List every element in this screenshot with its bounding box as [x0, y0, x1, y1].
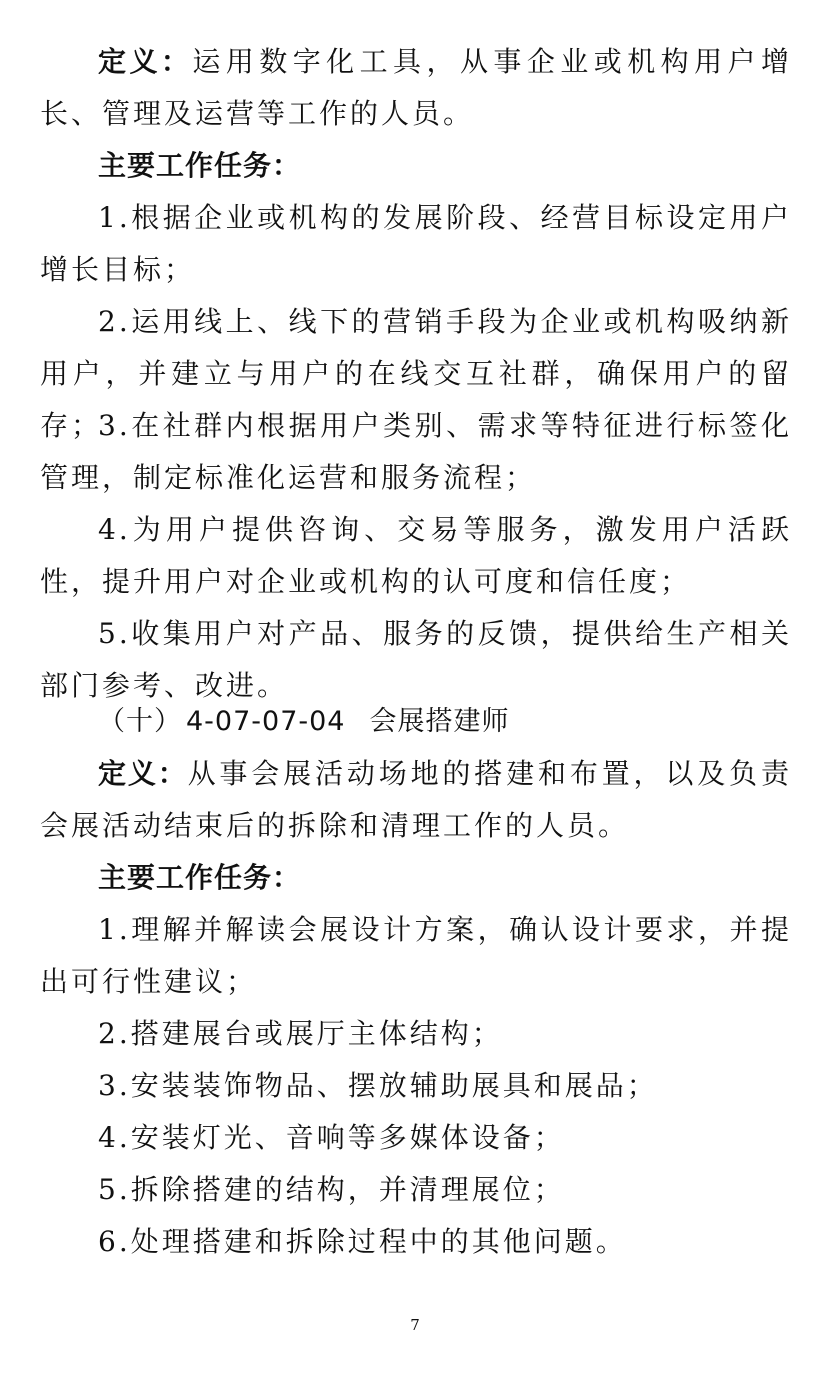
- task-item: 1.理解并解读会展设计方案，确认设计要求，并提出可行性建议；: [40, 913, 792, 998]
- task-item: 5.收集用户对产品、服务的反馈，提供给生产相关部门参考、改进。: [40, 617, 792, 702]
- section-code: 4-07-07-04: [186, 706, 346, 737]
- page-number: 7: [410, 1316, 420, 1334]
- task-item: 2.运用线上、线下的营销手段为企业或机构吸纳新用户，并建立与用户的在线交互社群，确保用户的留存；: [40, 305, 792, 442]
- definition-label: 定义：: [98, 45, 193, 78]
- task-item: 3.在社群内根据用户类别、需求等特征进行标签化管理，制定标准化运营和服务流程；: [40, 409, 792, 494]
- definition-text: 运用数字化工具，从事企业或机构用户增长、管理及运营等工作的人员。: [40, 45, 792, 130]
- definition-paragraph: [40, 748, 792, 852]
- tasks-heading: 主要工作任务：: [98, 861, 302, 894]
- task-item: 1.根据企业或机构的发展阶段、经营目标设定用户增长目标；: [40, 201, 792, 286]
- task-item: 2.搭建展台或展厅主体结构；: [98, 1017, 503, 1050]
- task-item: 3.安装装饰物品、摆放辅助展具和展品；: [98, 1069, 658, 1102]
- task-item: 5.拆除搭建的结构，并清理展位；: [98, 1173, 565, 1206]
- tasks-heading: 主要工作任务：: [98, 149, 302, 182]
- task-item: 4.安装灯光、音响等多媒体设备；: [98, 1121, 565, 1154]
- task-item: 4.为用户提供咨询、交易等服务，激发用户活跃性，提升用户对企业或机构的认可度和信任度；: [40, 513, 792, 598]
- section-heading: [98, 696, 509, 748]
- definition-label: 定义：: [98, 757, 188, 790]
- section-number: （十）: [98, 706, 182, 737]
- definition-text: 从事会展活动场地的搭建和布置，以及负责会展活动结束后的拆除和清理工作的人员。: [40, 757, 792, 842]
- definition-paragraph: [40, 36, 792, 140]
- task-item: 6.处理搭建和拆除过程中的其他问题。: [98, 1225, 627, 1258]
- section-title: 会展搭建师: [369, 706, 510, 737]
